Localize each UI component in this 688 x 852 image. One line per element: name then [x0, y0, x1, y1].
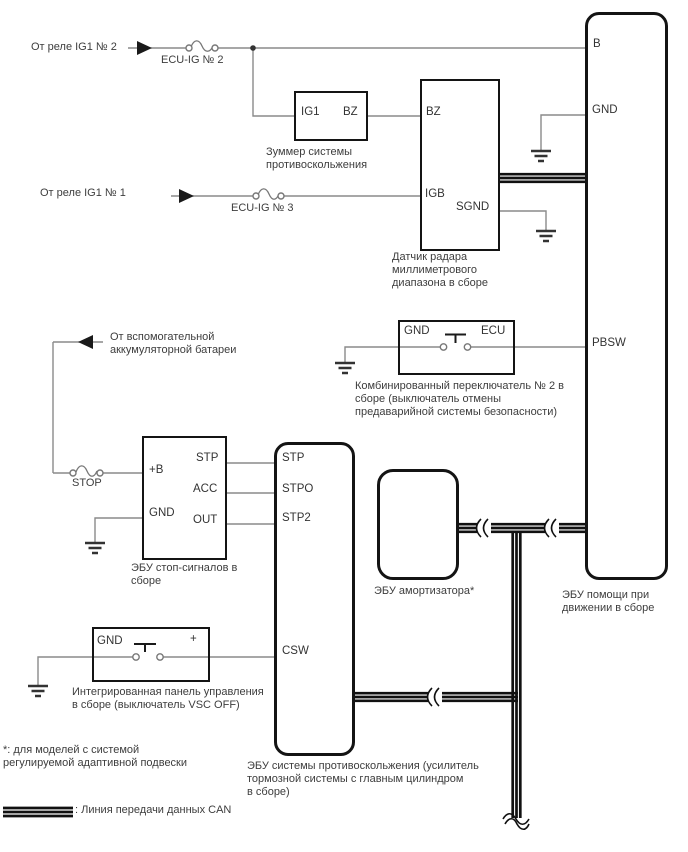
- legend-can-label: : Линия передачи данных CAN: [75, 804, 232, 816]
- can-line-absorber-assist: [456, 524, 585, 532]
- pin-buzzer-bz: BZ: [343, 106, 358, 118]
- fuse-ecu-ig-3-symbol: [258, 189, 279, 199]
- fuse-label-stop: STOP: [72, 477, 102, 489]
- pin-stoplight-gnd: GND: [149, 507, 175, 519]
- can-line-radar-assist: [500, 174, 585, 182]
- ground-icon-combo: [335, 363, 355, 373]
- pin-panel-gnd: GND: [97, 635, 123, 647]
- caption-panel: Интегрированная панель управления в сборе (выключатель VSC OFF): [72, 686, 264, 711]
- pin-radar-bz: BZ: [426, 106, 441, 118]
- pin-buzzer-ig1: IG1: [301, 106, 320, 118]
- pin-stoplight-out: OUT: [193, 514, 218, 526]
- pin-assist-pbsw: PBSW: [592, 337, 626, 349]
- caption-buzzer: Зуммер системы противоскольжения: [266, 146, 368, 171]
- pin-radar-sgnd: SGND: [456, 201, 490, 213]
- pin-skid-stpo: STPO: [282, 483, 314, 495]
- arrow-battery-icon: [78, 335, 93, 349]
- fuse-label-ecu-ig-3: ECU-IG № 3: [231, 202, 294, 214]
- fuse-label-ecu-ig-2: ECU-IG № 2: [161, 54, 224, 66]
- wire-battery-to-plusb: [53, 342, 142, 473]
- radar-sensor-box: [420, 79, 500, 251]
- wire-combo-gnd: [345, 347, 398, 362]
- caption-stoplight-ecu: ЭБУ стоп-сигналов в сборе: [131, 562, 238, 587]
- pin-skid-csw: CSW: [282, 645, 309, 657]
- caption-absorber-ecu: ЭБУ амортизатора*: [374, 585, 475, 597]
- fuse-stop-symbol: [76, 466, 97, 476]
- wire-stoplight-gnd: [95, 518, 142, 542]
- pin-assist-gnd: GND: [592, 104, 618, 116]
- caption-combo-switch: Комбинированный переключатель № 2 в сборе (выключатель отмены предаварийной системы безопасности): [355, 380, 564, 418]
- ground-icon-assist: [531, 151, 551, 161]
- pin-panel-plus: +: [190, 633, 197, 645]
- pin-skid-stp: STP: [282, 452, 305, 464]
- wire-junction-to-buzzer: [253, 48, 294, 116]
- footnote: *: для моделей с системой регулируемой адаптивной подвески: [3, 744, 188, 769]
- wire-junction-dot: [250, 45, 256, 51]
- caption-skid-ecu: ЭБУ системы противоскольжения (усилитель тормозной системы с главным цилиндром в сборе): [247, 760, 479, 798]
- pin-stoplight-acc: ACC: [193, 483, 218, 495]
- arrow-relay2-icon: [137, 41, 152, 55]
- pin-skid-stp2: STP2: [282, 512, 311, 524]
- caption-radar: Датчик радара миллиметрового диапазона в сборе: [392, 251, 488, 289]
- pin-stoplight-plus-b: +B: [149, 464, 164, 476]
- wire-stoplight-to-skid: [226, 463, 274, 524]
- source-label-aux-battery: От вспомогательной аккумуляторной батареи: [110, 331, 237, 356]
- ground-icon-stoplight: [85, 543, 105, 553]
- ground-icon-panel: [28, 686, 48, 696]
- caption-assist-ecu: ЭБУ помощи при движении в сборе: [562, 589, 655, 614]
- assist-ecu-box: [585, 12, 668, 580]
- wire-assist-gnd: [541, 115, 585, 150]
- ground-icon-sgnd: [536, 231, 556, 241]
- absorber-ecu-box: [377, 469, 459, 580]
- source-label-relay-ig1-1: От реле IG1 № 1: [40, 187, 126, 199]
- source-label-relay-ig1-2: От реле IG1 № 2: [31, 41, 117, 53]
- legend-can-line-sample: [3, 808, 73, 816]
- pin-radar-igb: IGB: [425, 188, 445, 200]
- wire-sgnd: [500, 211, 546, 230]
- wire-panel-gnd: [38, 657, 92, 685]
- can-line-vertical: [513, 532, 521, 818]
- arrow-relay1-icon: [179, 189, 194, 203]
- fuse-ecu-ig-2-symbol: [191, 41, 213, 51]
- pin-assist-b: B: [593, 38, 601, 50]
- pin-stoplight-stp: STP: [196, 452, 219, 464]
- pin-combo-gnd: GND: [404, 325, 430, 337]
- pin-combo-ecu: ECU: [481, 325, 506, 337]
